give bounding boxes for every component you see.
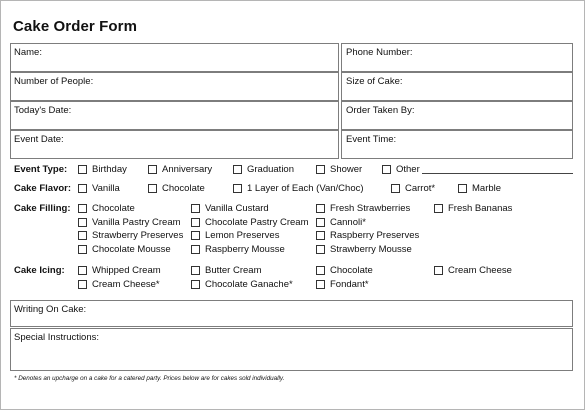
event-date-label: Event Date: bbox=[14, 134, 64, 145]
writing-on-cake-label: Writing On Cake: bbox=[14, 304, 87, 315]
icing-cream-cheese-option[interactable]: Cream Cheese bbox=[434, 265, 512, 276]
checkbox[interactable] bbox=[148, 184, 157, 193]
checkbox[interactable] bbox=[78, 266, 87, 275]
event-other-option[interactable]: Other bbox=[382, 164, 420, 175]
special-instructions-label: Special Instructions: bbox=[14, 332, 100, 343]
order-taken-by-field[interactable] bbox=[341, 101, 573, 130]
checkbox[interactable] bbox=[316, 165, 325, 174]
checkbox[interactable] bbox=[316, 231, 325, 240]
flavor-carrot-option[interactable]: Carrot* bbox=[391, 183, 435, 194]
checkbox[interactable] bbox=[78, 280, 87, 289]
checkbox[interactable] bbox=[316, 204, 325, 213]
size-field[interactable] bbox=[341, 72, 573, 101]
phone-field[interactable] bbox=[341, 43, 573, 72]
checkbox[interactable] bbox=[148, 165, 157, 174]
size-label: Size of Cake: bbox=[346, 76, 403, 87]
event-type-heading: Event Type: bbox=[14, 164, 68, 175]
people-field[interactable] bbox=[10, 72, 339, 101]
event-anniversary-option[interactable]: Anniversary bbox=[148, 164, 212, 175]
icing-cream-cheese-star-option[interactable]: Cream Cheese* bbox=[78, 279, 160, 290]
writing-on-cake-field[interactable] bbox=[10, 300, 573, 327]
filling-chocolate-option[interactable]: Chocolate bbox=[78, 203, 135, 214]
checkbox[interactable] bbox=[434, 204, 443, 213]
checkbox[interactable] bbox=[382, 165, 391, 174]
checkbox[interactable] bbox=[191, 266, 200, 275]
filling-vanilla-pastry-cream-option[interactable]: Vanilla Pastry Cream bbox=[78, 217, 181, 228]
event-shower-option[interactable]: Shower bbox=[316, 164, 362, 175]
other-underline[interactable] bbox=[422, 173, 573, 174]
filling-strawberry-preserves-option[interactable]: Strawberry Preserves bbox=[78, 230, 183, 241]
checkbox[interactable] bbox=[316, 266, 325, 275]
filling-strawberry-mousse-option[interactable]: Strawberry Mousse bbox=[316, 244, 412, 255]
checkbox[interactable] bbox=[78, 204, 87, 213]
filling-vanilla-custard-option[interactable]: Vanilla Custard bbox=[191, 203, 269, 214]
flavor-one-layer-each-option[interactable]: 1 Layer of Each (Van/Choc) bbox=[233, 183, 364, 194]
filling-raspberry-mousse-option[interactable]: Raspberry Mousse bbox=[191, 244, 285, 255]
icing-whipped-cream-option[interactable]: Whipped Cream bbox=[78, 265, 161, 276]
cake-filling-heading: Cake Filling: bbox=[14, 203, 71, 214]
filling-chocolate-pastry-cream-option[interactable]: Chocolate Pastry Cream bbox=[191, 217, 308, 228]
people-label: Number of People: bbox=[14, 76, 94, 87]
special-instructions-field[interactable] bbox=[10, 328, 573, 371]
checkbox[interactable] bbox=[458, 184, 467, 193]
event-graduation-option[interactable]: Graduation bbox=[233, 164, 294, 175]
flavor-marble-option[interactable]: Marble bbox=[458, 183, 501, 194]
event-birthday-option[interactable]: Birthday bbox=[78, 164, 127, 175]
filling-fresh-bananas-option[interactable]: Fresh Bananas bbox=[434, 203, 512, 214]
filling-raspberry-preserves-option[interactable]: Raspberry Preserves bbox=[316, 230, 419, 241]
flavor-chocolate-option[interactable]: Chocolate bbox=[148, 183, 205, 194]
filling-chocolate-mousse-option[interactable]: Chocolate Mousse bbox=[78, 244, 171, 255]
checkbox[interactable] bbox=[78, 218, 87, 227]
checkbox[interactable] bbox=[78, 245, 87, 254]
phone-label: Phone Number: bbox=[346, 47, 413, 58]
name-field[interactable] bbox=[10, 43, 339, 72]
checkbox[interactable] bbox=[316, 280, 325, 289]
checkbox[interactable] bbox=[191, 245, 200, 254]
checkbox[interactable] bbox=[316, 245, 325, 254]
icing-chocolate-option[interactable]: Chocolate bbox=[316, 265, 373, 276]
checkbox[interactable] bbox=[191, 280, 200, 289]
checkbox[interactable] bbox=[191, 218, 200, 227]
icing-chocolate-ganache-option[interactable]: Chocolate Ganache* bbox=[191, 279, 293, 290]
event-time-label: Event Time: bbox=[346, 134, 397, 145]
name-label: Name: bbox=[14, 47, 42, 58]
filling-cannoli-option[interactable]: Cannoli* bbox=[316, 217, 366, 228]
checkbox[interactable] bbox=[316, 218, 325, 227]
filling-lemon-preserves-option[interactable]: Lemon Preserves bbox=[191, 230, 279, 241]
checkbox[interactable] bbox=[191, 204, 200, 213]
checkbox[interactable] bbox=[434, 266, 443, 275]
order-taken-by-label: Order Taken By: bbox=[346, 105, 415, 116]
checkbox[interactable] bbox=[78, 184, 87, 193]
checkbox[interactable] bbox=[391, 184, 400, 193]
form-title: Cake Order Form bbox=[13, 18, 138, 35]
checkbox[interactable] bbox=[78, 231, 87, 240]
footnote: * Denotes an upcharge on a cake for a catered party. Prices below are for cakes sold individually. bbox=[14, 375, 285, 382]
cake-icing-heading: Cake Icing: bbox=[14, 265, 65, 276]
todays-date-field[interactable] bbox=[10, 101, 339, 130]
event-time-field[interactable] bbox=[341, 130, 573, 159]
event-date-field[interactable] bbox=[10, 130, 339, 159]
todays-date-label: Today's Date: bbox=[14, 105, 72, 116]
flavor-vanilla-option[interactable]: Vanilla bbox=[78, 183, 120, 194]
checkbox[interactable] bbox=[233, 184, 242, 193]
icing-butter-cream-option[interactable]: Butter Cream bbox=[191, 265, 262, 276]
checkbox[interactable] bbox=[78, 165, 87, 174]
checkbox[interactable] bbox=[233, 165, 242, 174]
icing-fondant-option[interactable]: Fondant* bbox=[316, 279, 369, 290]
checkbox[interactable] bbox=[191, 231, 200, 240]
cake-flavor-heading: Cake Flavor: bbox=[14, 183, 72, 194]
filling-fresh-strawberries-option[interactable]: Fresh Strawberries bbox=[316, 203, 410, 214]
